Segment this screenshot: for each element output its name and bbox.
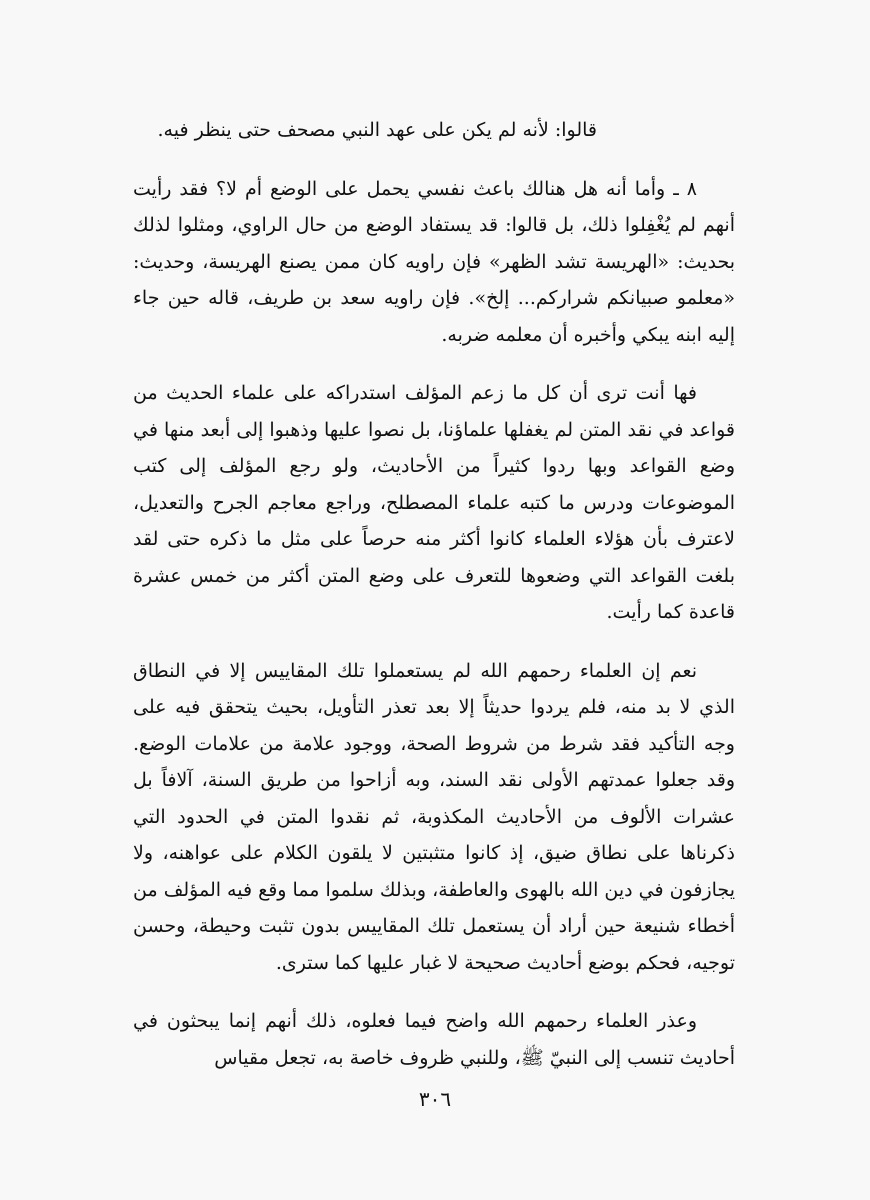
paragraph-2: ٨ ـ وأما أنه هل هنالك باعث نفسي يحمل على الوضع أم لا؟ فقد رأيت أنهم لم يُغْفِلوا ذلك، بل قالوا: قد يستفاد الوضع من حال الراوي، ومثلوا لذلك بحديث: «الهريسة تشد الظهر» فإن راويه كان ممن يصنع الهريسة، وحديث: «معلمو صبيانكم شراركم... إلخ». فإن راويه سعد بن طريف، قاله حين جاء إليه ابنه يبكي وأخبره أن معلمه ضربه. (133, 177, 735, 346)
paragraph-5: وعذر العلماء رحمهم الله واضح فيما فعلوه، ذلك أنهم إنما يبحثون في أحاديث تنسب إلى النبيّ ﷺ، وللنبي ظروف خاصة به، تجعل مقياس (133, 1010, 735, 1069)
body-text (133, 112, 735, 1098)
paragraph-3: فها أنت ترى أن كل ما زعم المؤلف استدراكه على علماء الحديث من قواعد في نقد المتن لم يغفلها علماؤنا، بل نصوا عليها وذهبوا إلى أبعد منها في وضع القواعد وبها ردوا كثيراً من الأحاديث، ولو رجع المؤلف إلى كتب الموضوعات ودرس ما كتبه علماء المصطلح، وراجع معاجم الجرح والتعديل، لاعترف بأن هؤلاء العلماء كانوا أكثر منه حرصاً على مثل ما ذكره حتى لقد بلغت القواعد التي وضعوها للتعرف على وضع المتن أكثر من خمس عشرة قاعدة كما رأيت. (133, 382, 735, 623)
paragraph-4: نعم إن العلماء رحمهم الله لم يستعملوا تلك المقاييس إلا في النطاق الذي لا بد منه، فلم يردوا حديثاً إلا بعد تعذر التأويل، بحيث يتحقق فيه على وجه التأكيد فقد شرط من شروط الصحة، ووجود علامة من علامات الوضع. وقد جعلوا عمدتهم الأولى نقد السند، وبه أزاحوا من طريق السنة، آلافاً بل عشرات الألوف من الأحاديث المكذوبة، ثم نقدوا المتن في الحدود التي ذكرناها على نطاق ضيق، إذ كانوا متثبتين لا يلقون الكلام على عواهنه، ولا يجازفون في دين الله بالهوى والعاطفة، وبذلك سلموا مما وقع فيه المؤلف من أخطاء شنيعة حين أراد أن يستعمل تلك المقاييس بدون تثبت وحيطة، وحسن توجيه، فحكم بوضع أحاديث صحيحة لا غبار عليها كما سترى. (133, 659, 735, 974)
paragraph-1: قالوا: لأنه لم يكن على عهد النبي مصحف حتى ينظر فيه. (157, 119, 597, 141)
page-number: ٣٠٦ (418, 1087, 452, 1111)
